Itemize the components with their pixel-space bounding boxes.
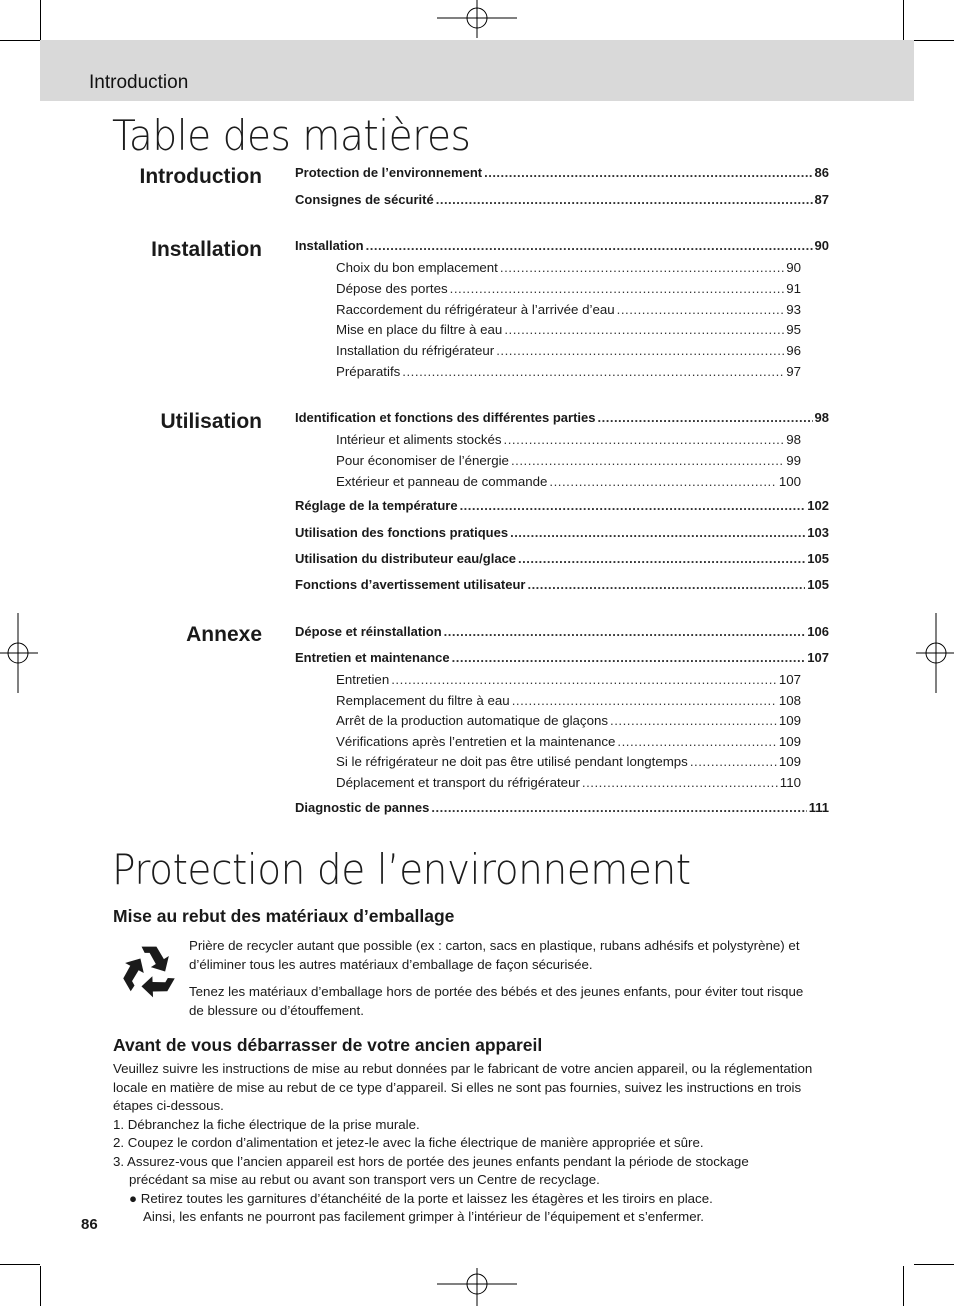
toc-leader-dots <box>582 775 778 790</box>
toc-entry-label: Entretien et maintenance <box>295 650 450 665</box>
toc-entry-page: 105 <box>807 577 829 592</box>
toc-leader-dots <box>617 302 785 317</box>
bullet-line-2: Ainsi, les enfants ne pourront pas facilement grimper à l’intérieur de l’équipement et s’enfermer. <box>143 1209 704 1224</box>
toc-leader-dots <box>452 650 806 665</box>
step-1: 1. Débranchez la fiche électrique de la prise murale. <box>113 1117 420 1132</box>
toc-entry-label: Installation <box>295 238 364 253</box>
toc-entry-page: 99 <box>786 453 801 468</box>
toc-leader-dots <box>549 474 776 489</box>
toc-entry-page: 96 <box>786 343 801 358</box>
toc-entry-label: Arrêt de la production automatique de glaçons <box>336 713 609 728</box>
toc-subentry[interactable] <box>336 775 801 790</box>
toc-entry[interactable] <box>295 577 829 592</box>
toc-entry-label: Utilisation du distributeur eau/glace <box>295 551 517 566</box>
toc-entry-label: Entretien <box>336 672 390 687</box>
toc-entry-page: 106 <box>807 624 829 639</box>
toc-entry-label: Mise en place du filtre à eau <box>336 322 503 337</box>
toc-subentry[interactable] <box>336 672 801 687</box>
toc-leader-dots <box>496 343 784 358</box>
toc-entry[interactable] <box>295 238 829 253</box>
toc-subentry[interactable] <box>336 322 801 337</box>
packaging-heading: Mise au rebut des matériaux d’emballage <box>113 906 455 926</box>
toc-entry-label: Réglage de la température <box>295 498 458 513</box>
toc-subentry[interactable] <box>336 693 801 708</box>
toc-leader-dots <box>431 800 806 815</box>
toc-leader-dots <box>366 238 813 253</box>
toc-entry-label: Identification et fonctions des différentes parties <box>295 410 596 425</box>
toc-leader-dots <box>484 165 812 180</box>
toc-subentry[interactable] <box>336 432 801 447</box>
toc-leader-dots <box>460 498 806 513</box>
toc-entry-page: 107 <box>778 672 801 687</box>
toc-leader-dots <box>391 672 777 687</box>
section-installation: Installation <box>151 238 262 261</box>
toc-entry-page: 107 <box>807 650 829 665</box>
toc-entry-label: Intérieur et aliments stockés <box>336 432 502 447</box>
toc-entry-page: 91 <box>786 281 801 296</box>
toc-entry-label: Vérifications après l’entretien et la maintenance <box>336 734 616 749</box>
toc-leader-dots <box>504 322 784 337</box>
toc-entry-label: Raccordement du réfrigérateur à l’arrivée d’eau <box>336 302 615 317</box>
toc-entry[interactable] <box>295 624 829 639</box>
header-label: Introduction <box>89 72 189 93</box>
toc-entry-page: 100 <box>778 474 801 489</box>
old-appliance-heading: Avant de vous débarrasser de votre ancien appareil <box>113 1035 543 1055</box>
toc-entry-page: 111 <box>808 800 829 815</box>
toc-leader-dots <box>444 624 806 639</box>
toc-entry[interactable] <box>295 525 829 540</box>
toc-title: Table des matières <box>112 111 471 160</box>
toc-entry-page: 97 <box>786 364 801 379</box>
toc-entry-page: 108 <box>778 693 801 708</box>
toc-entry-label: Installation du réfrigérateur <box>336 343 495 358</box>
toc-entry-page: 103 <box>807 525 829 540</box>
toc-entry-page: 109 <box>778 754 801 769</box>
toc-leader-dots <box>512 693 777 708</box>
toc-entry-label: Extérieur et panneau de commande <box>336 474 548 489</box>
toc-entry[interactable] <box>295 650 829 665</box>
toc-leader-dots <box>436 192 813 207</box>
toc-entry[interactable] <box>295 551 829 566</box>
step-3-line-1: 3. Assurez-vous que l’ancien appareil est hors de portée des jeunes enfants pendant la période de stockage <box>113 1154 749 1169</box>
toc-leader-dots <box>617 734 776 749</box>
section-utilisation: Utilisation <box>160 410 262 433</box>
registration-mark-top <box>437 0 517 40</box>
toc-subentry[interactable] <box>336 302 801 317</box>
page-number: 86 <box>81 1216 98 1233</box>
toc-leader-dots <box>402 364 784 379</box>
toc-entry-page: 87 <box>814 192 829 207</box>
toc-subentry[interactable] <box>336 343 801 358</box>
toc-leader-dots <box>527 577 805 592</box>
toc-entry-label: Fonctions d’avertissement utilisateur <box>295 577 526 592</box>
toc-entry[interactable] <box>295 410 829 425</box>
toc-entry-label: Remplacement du filtre à eau <box>336 693 510 708</box>
recycle-icon <box>118 938 180 1000</box>
packaging-paragraph-2: Tenez les matériaux d’emballage hors de portée des bébés et des jeunes enfants, pour éviter tout risque de blessure ou d’étouffement. <box>189 984 804 1018</box>
section-annexe: Annexe <box>186 623 262 646</box>
toc-entry-label: Choix du bon emplacement <box>336 260 498 275</box>
toc-leader-dots <box>598 410 813 425</box>
toc-entry-label: Dépose et réinstallation <box>295 624 442 639</box>
toc-entry[interactable] <box>295 192 829 207</box>
packaging-paragraph-1: Prière de recycler autant que possible (ex : carton, sacs en plastique, rubans adhésifs et polystyrène) et d’éliminer tous les autres matériaux d’emballage de façon sécurisée. <box>189 938 800 972</box>
toc-subentry[interactable] <box>336 260 801 275</box>
toc-entry-page: 110 <box>779 775 801 790</box>
toc-entry-label: Déplacement et transport du réfrigérateur <box>336 775 580 790</box>
toc-leader-dots <box>610 713 777 728</box>
toc-entry-page: 90 <box>786 260 801 275</box>
toc-entry-label: Consignes de sécurité <box>295 192 434 207</box>
toc-subentry[interactable] <box>336 474 801 489</box>
toc-entry-label: Utilisation des fonctions pratiques <box>295 525 509 540</box>
toc-entry-page: 109 <box>778 734 801 749</box>
registration-mark-right <box>914 613 954 693</box>
toc-entry-label: Diagnostic de pannes <box>295 800 430 815</box>
environment-title: Protection de l’environnement <box>112 845 691 894</box>
toc-entry-page: 86 <box>814 165 829 180</box>
toc-entry-label: Pour économiser de l’énergie <box>336 453 509 468</box>
toc-entry[interactable] <box>295 800 829 815</box>
step-3-line-2: précédant sa mise au rebut ou avant son transport vers un Centre de recyclage. <box>129 1172 600 1187</box>
toc-leader-dots <box>511 453 784 468</box>
toc-subentry[interactable] <box>336 754 801 769</box>
toc-entry-page: 102 <box>807 498 829 513</box>
toc-entry-page: 98 <box>814 410 829 425</box>
toc-subentry[interactable] <box>336 734 801 749</box>
toc-subentry[interactable] <box>336 281 801 296</box>
section-introduction: Introduction <box>139 165 262 188</box>
toc-entry-page: 98 <box>786 432 801 447</box>
toc-subentry[interactable] <box>336 453 801 468</box>
toc-subentry[interactable] <box>336 364 801 379</box>
toc-entry[interactable] <box>295 498 829 513</box>
toc-entry-label: Protection de l’environnement <box>295 165 483 180</box>
old-appliance-intro: Veuillez suivre les instructions de mise au rebut données par le fabricant de votre ancien appareil, ou la réglementation locale en matière de mise au rebut de ce type d’appareil. Si elles ne sont pas fournies, suivez les instructions en trois étapes ci-dessous. <box>113 1061 813 1113</box>
bullet-line-1: ● Retirez toutes les garnitures d’étanchéité de la porte et laissez les étagères et les tiroirs en place. <box>129 1191 713 1206</box>
toc-leader-dots <box>510 525 805 540</box>
toc-entry[interactable] <box>295 165 829 180</box>
toc-entry-label: Dépose des portes <box>336 281 448 296</box>
toc-entry-page: 105 <box>807 551 829 566</box>
toc-leader-dots <box>518 551 805 566</box>
toc-leader-dots <box>690 754 777 769</box>
toc-entry-label: Préparatifs <box>336 364 401 379</box>
toc-leader-dots <box>500 260 784 275</box>
toc-entry-label: Si le réfrigérateur ne doit pas être utilisé pendant longtemps <box>336 754 688 769</box>
registration-mark-left <box>0 613 40 693</box>
registration-mark-bottom <box>437 1266 517 1306</box>
toc-entry-page: 95 <box>786 322 801 337</box>
toc-entry-page: 109 <box>778 713 801 728</box>
toc-entry-page: 93 <box>786 302 801 317</box>
toc-subentry[interactable] <box>336 713 801 728</box>
toc-leader-dots <box>450 281 785 296</box>
toc-entry-page: 90 <box>814 238 829 253</box>
toc-leader-dots <box>504 432 785 447</box>
step-2: 2. Coupez le cordon d’alimentation et jetez-le avec la fiche électrique de manière appropriée et sûre. <box>113 1135 704 1150</box>
